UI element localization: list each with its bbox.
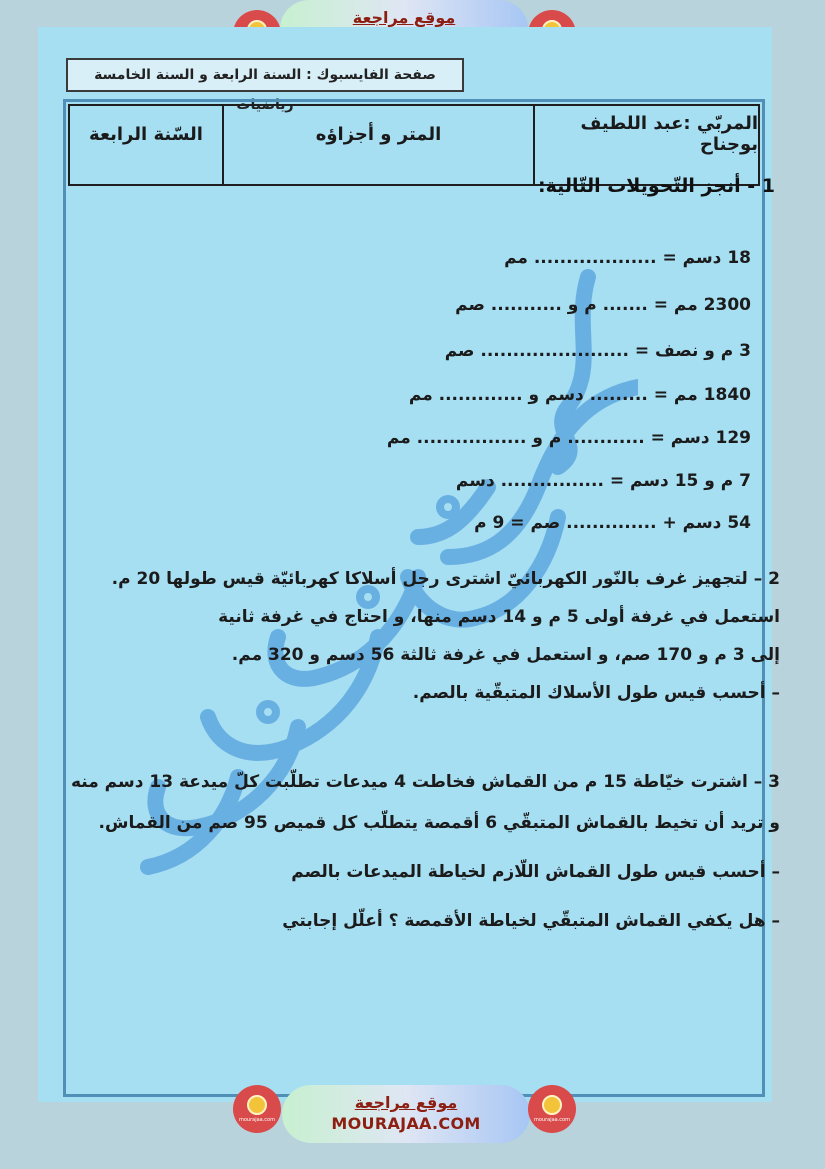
site-logo-right-bottom — [528, 1085, 576, 1133]
conversion-line: 7 م و 15 دسم = ................ دسم — [455, 471, 751, 491]
exercise2-line: 2 – لتجهيز غرف بالنّور الكهربائيّ اشترى رجل أسلاكا كهربائيّة قيس طولها 20 م. — [111, 569, 780, 589]
logo-caption: mourajaa.com — [533, 1117, 570, 1123]
site-logo-left-bottom — [233, 1085, 281, 1133]
exercise3-line: 3 – اشترت خيّاطة 15 م من القماش فخاطت 4 ميدعات تطلّبت كلّ ميدعة 13 دسم منه — [70, 772, 780, 792]
exercise3-line: – أحسب قيس طول القماش اللّازم لخياطة الميدعات بالصم — [291, 862, 780, 882]
header-grade: السّنة الرابعة — [89, 123, 203, 145]
logo-icon — [247, 1095, 267, 1115]
site-badge-bottom[interactable] — [282, 1085, 530, 1143]
exercise1-title: 1 - أنجز التّحويلات التّالية: — [538, 175, 775, 197]
conversion-line: 54 دسم + .............. صم = 9 م — [474, 513, 751, 533]
exercise3-line: – هل يكفي القماش المتبقّي لخياطة الأقمصة ؟ أعلّل إجابتي — [282, 911, 780, 931]
site-badge-arabic[interactable]: موقع مراجعة — [354, 1093, 458, 1112]
conversion-line: 2300 مم = ....... م و ........... صم — [455, 295, 751, 315]
logo-icon — [542, 1095, 562, 1115]
logo-caption: mourajaa.com — [238, 1117, 275, 1123]
header-table — [68, 104, 760, 186]
exercise2 — [111, 560, 780, 712]
exercise2-line: استعمل في غرفة أولى 5 م و 14 دسم منها، و احتاج في غرفة ثانية — [218, 607, 780, 627]
conversion-line: 1840 مم = ......... دسم و ............. مم — [408, 385, 751, 405]
exercise3-line: و تريد أن تخيط بالقماش المتبقّي 6 أقمصة يتطلّب كل قميص 95 صم من القماش. — [98, 813, 780, 833]
conversion-line: 18 دسم = ................... مم — [504, 248, 751, 268]
exercise2-line: إلى 3 م و 170 صم، و استعمل في غرفة ثالثة 56 دسم و 320 مم. — [231, 645, 780, 665]
conversion-line: 3 م و نصف = ....................... صم — [444, 341, 751, 361]
header-topic: المتر و أجزاؤه — [222, 106, 533, 184]
exercise3 — [70, 762, 780, 942]
facebook-line: صفحة الفايسبوك : السنة الرابعة و السنة الخامسة رياضيات — [66, 58, 464, 92]
conversion-line: 129 دسم = ............ م و ................. مم — [386, 428, 751, 448]
exercise2-line: – أحسب قيس طول الأسلاك المتبقّية بالصم. — [412, 683, 780, 703]
site-badge-latin[interactable]: MOURAJAA.COM — [331, 1114, 481, 1133]
header-teacher: المربّي :عبد اللطيف بوجناح — [533, 106, 758, 184]
site-badge-arabic[interactable]: موقع مراجعة — [352, 8, 456, 27]
